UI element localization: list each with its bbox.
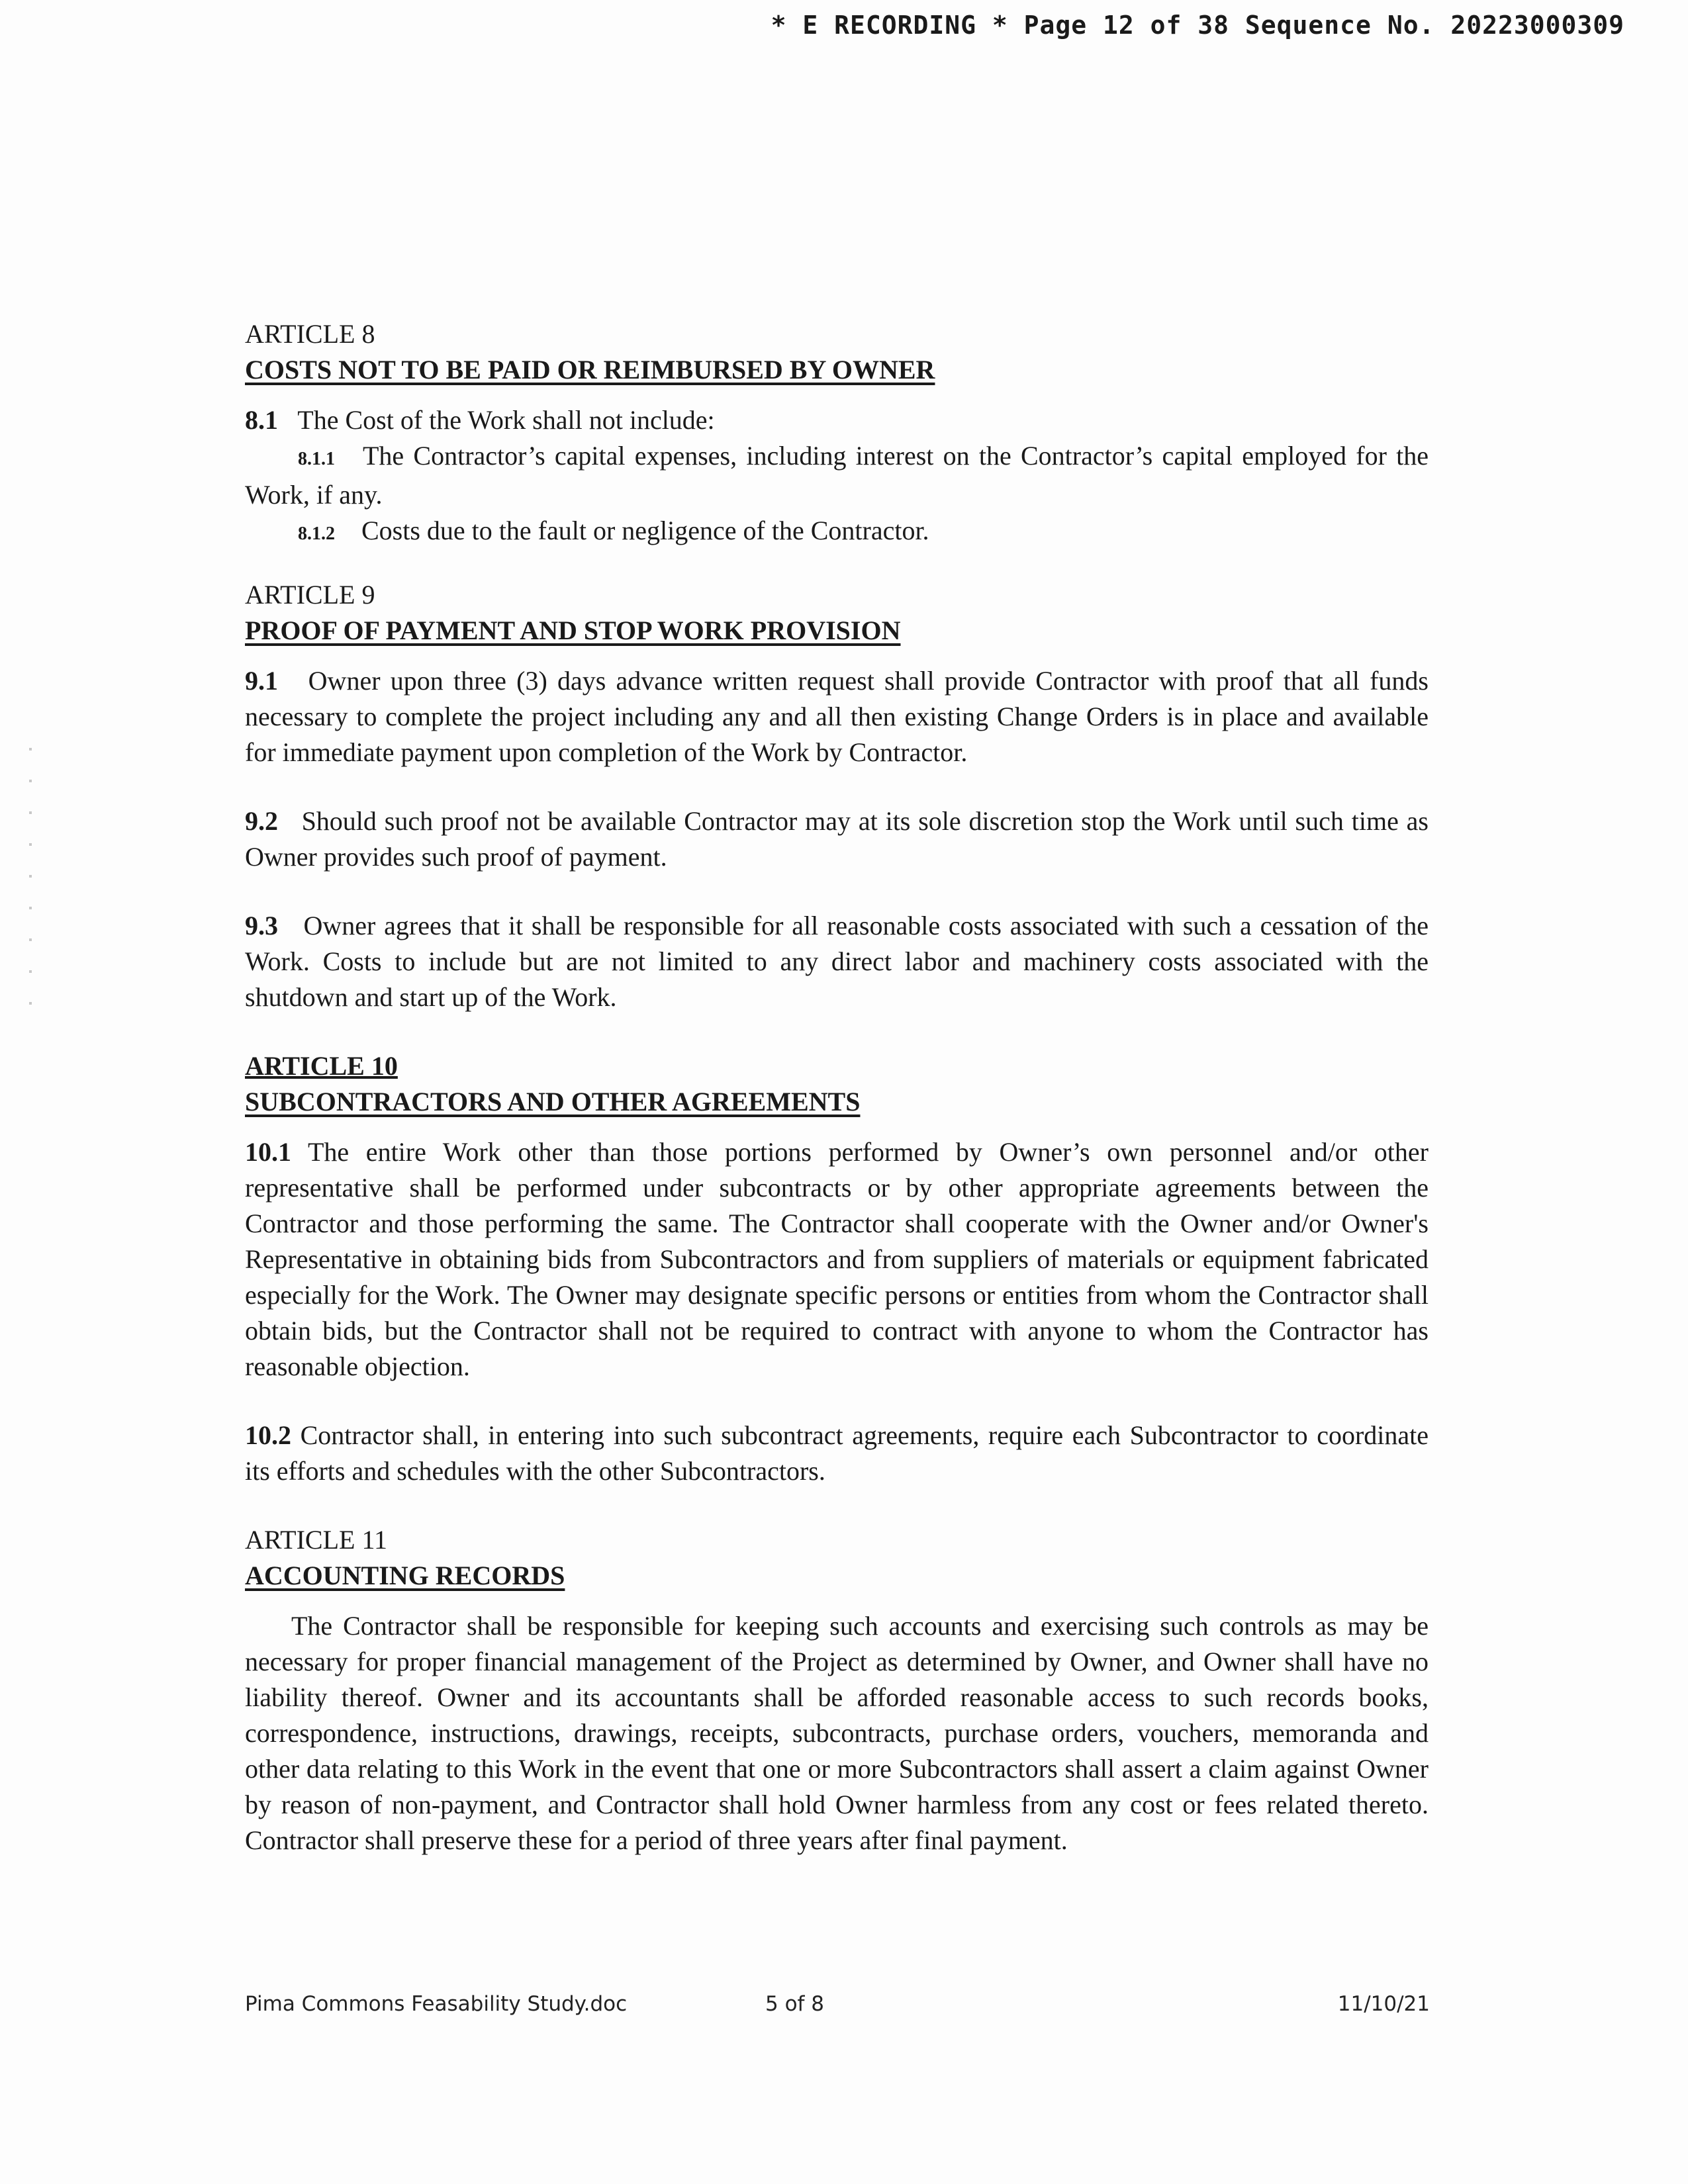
clause-number: 8.1.1 <box>298 449 335 469</box>
clause-10-1 <box>245 1134 1429 1385</box>
article-11-title: ACCOUNTING RECORDS <box>245 1561 565 1590</box>
clause-8-1-1 <box>245 438 1429 513</box>
clause-text: Owner agrees that it shall be responsible for all reasonable costs associated with such a cessation of the Work. Costs to include but are not limited to any direct labor and machinery costs associated with the shutdown and start up of the Work. <box>245 911 1429 1012</box>
article-10-title: SUBCONTRACTORS AND OTHER AGREEMENTS <box>245 1087 861 1116</box>
article-10-label: ARTICLE 10 <box>245 1051 398 1081</box>
clause-number: 10.2 <box>245 1420 291 1450</box>
document-body <box>245 316 1429 1858</box>
clause-text: The Contractor’s capital expenses, including interest on the Contractor’s capital employed for the Work, if any. <box>245 441 1429 510</box>
clause-number: 8.1 <box>245 405 278 435</box>
clause-9-1 <box>245 663 1429 770</box>
footer-date: 11/10/21 <box>1337 1992 1430 2016</box>
clause-text: Costs due to the fault or negligence of the Contractor. <box>361 516 929 545</box>
clause-9-2 <box>245 803 1429 875</box>
article-10 <box>245 1048 1429 1489</box>
clause-text: The entire Work other than those portions performed by Owner’s own personnel and/or other representative shall be performed under subcontracts or by other appropriate agreements between the Contractor and those performing the same. The Contractor shall cooperate with the Owner and/or Owner's Representative in obtaining bids from Subcontractors and from suppliers of materials or equipment fabricated especially for the Work. The Owner may designate specific persons or entities from whom the Contractor shall obtain bids, but the Contractor shall not be required to contract with anyone to whom the Contractor has reasonable objection. <box>245 1137 1429 1381</box>
clause-number: 9.1 <box>245 666 278 696</box>
footer-filename: Pima Commons Feasability Study.doc <box>245 1992 628 2016</box>
article-9-title: PROOF OF PAYMENT AND STOP WORK PROVISION <box>245 615 901 645</box>
clause-8-1-2 <box>245 513 1429 552</box>
clause-10-2 <box>245 1418 1429 1489</box>
spacer <box>245 1015 1429 1048</box>
article-9-label: ARTICLE 9 <box>245 580 375 610</box>
article-8 <box>245 316 1429 552</box>
page-footer <box>245 1992 1430 2019</box>
footer-page-number: 5 of 8 <box>765 1992 825 2016</box>
article-8-title: COSTS NOT TO BE PAID OR REIMBURSED BY OWNER <box>245 355 935 385</box>
clause-8-1 <box>245 402 1429 438</box>
clause-text: Should such proof not be available Contractor may at its sole discretion stop the Work until such time as Owner provides such proof of payment. <box>245 806 1429 872</box>
clause-number: 8.1.2 <box>298 523 335 544</box>
recording-stamp: * E RECORDING * Page 12 of 38 Sequence No. 20223000309 <box>771 11 1624 40</box>
spacer <box>245 552 1429 577</box>
spacer <box>245 1489 1429 1522</box>
clause-number: 9.3 <box>245 911 278 940</box>
article-8-label: ARTICLE 8 <box>245 319 375 349</box>
article-11 <box>245 1522 1429 1858</box>
clause-9-3 <box>245 908 1429 1015</box>
clause-number: 10.1 <box>245 1137 291 1167</box>
clause-text: Owner upon three (3) days advance written request shall provide Contractor with proof that all funds necessary to complete the project including any and all then existing Change Orders is in place and available for immediate payment upon completion of the Work by Contractor. <box>245 666 1429 767</box>
article-9 <box>245 577 1429 1015</box>
clause-text: Contractor shall, in entering into such subcontract agreements, require each Subcontractor to coordinate its efforts and schedules with the other Subcontractors. <box>245 1420 1429 1486</box>
scan-artifact <box>29 748 32 1032</box>
clause-number: 9.2 <box>245 806 278 836</box>
article-11-label: ARTICLE 11 <box>245 1525 387 1555</box>
clause-11-text: The Contractor shall be responsible for keeping such accounts and exercising such controls as may be necessary for proper financial management of the Project as determined by Owner, and Owner shall have no liability thereof. Owner and its accountants shall be afforded reasonable access to such records books, correspondence, instructions, drawings, receipts, subcontracts, purchase orders, vouchers, memoranda and other data relating to this Work in the event that one or more Subcontractors shall assert a claim against Owner by reason of non-payment, and Contractor shall hold Owner harmless from any cost or fees related thereto. Contractor shall preserve these for a period of three years after final payment. <box>245 1611 1429 1855</box>
clause-text: The Cost of the Work shall not include: <box>297 405 715 435</box>
